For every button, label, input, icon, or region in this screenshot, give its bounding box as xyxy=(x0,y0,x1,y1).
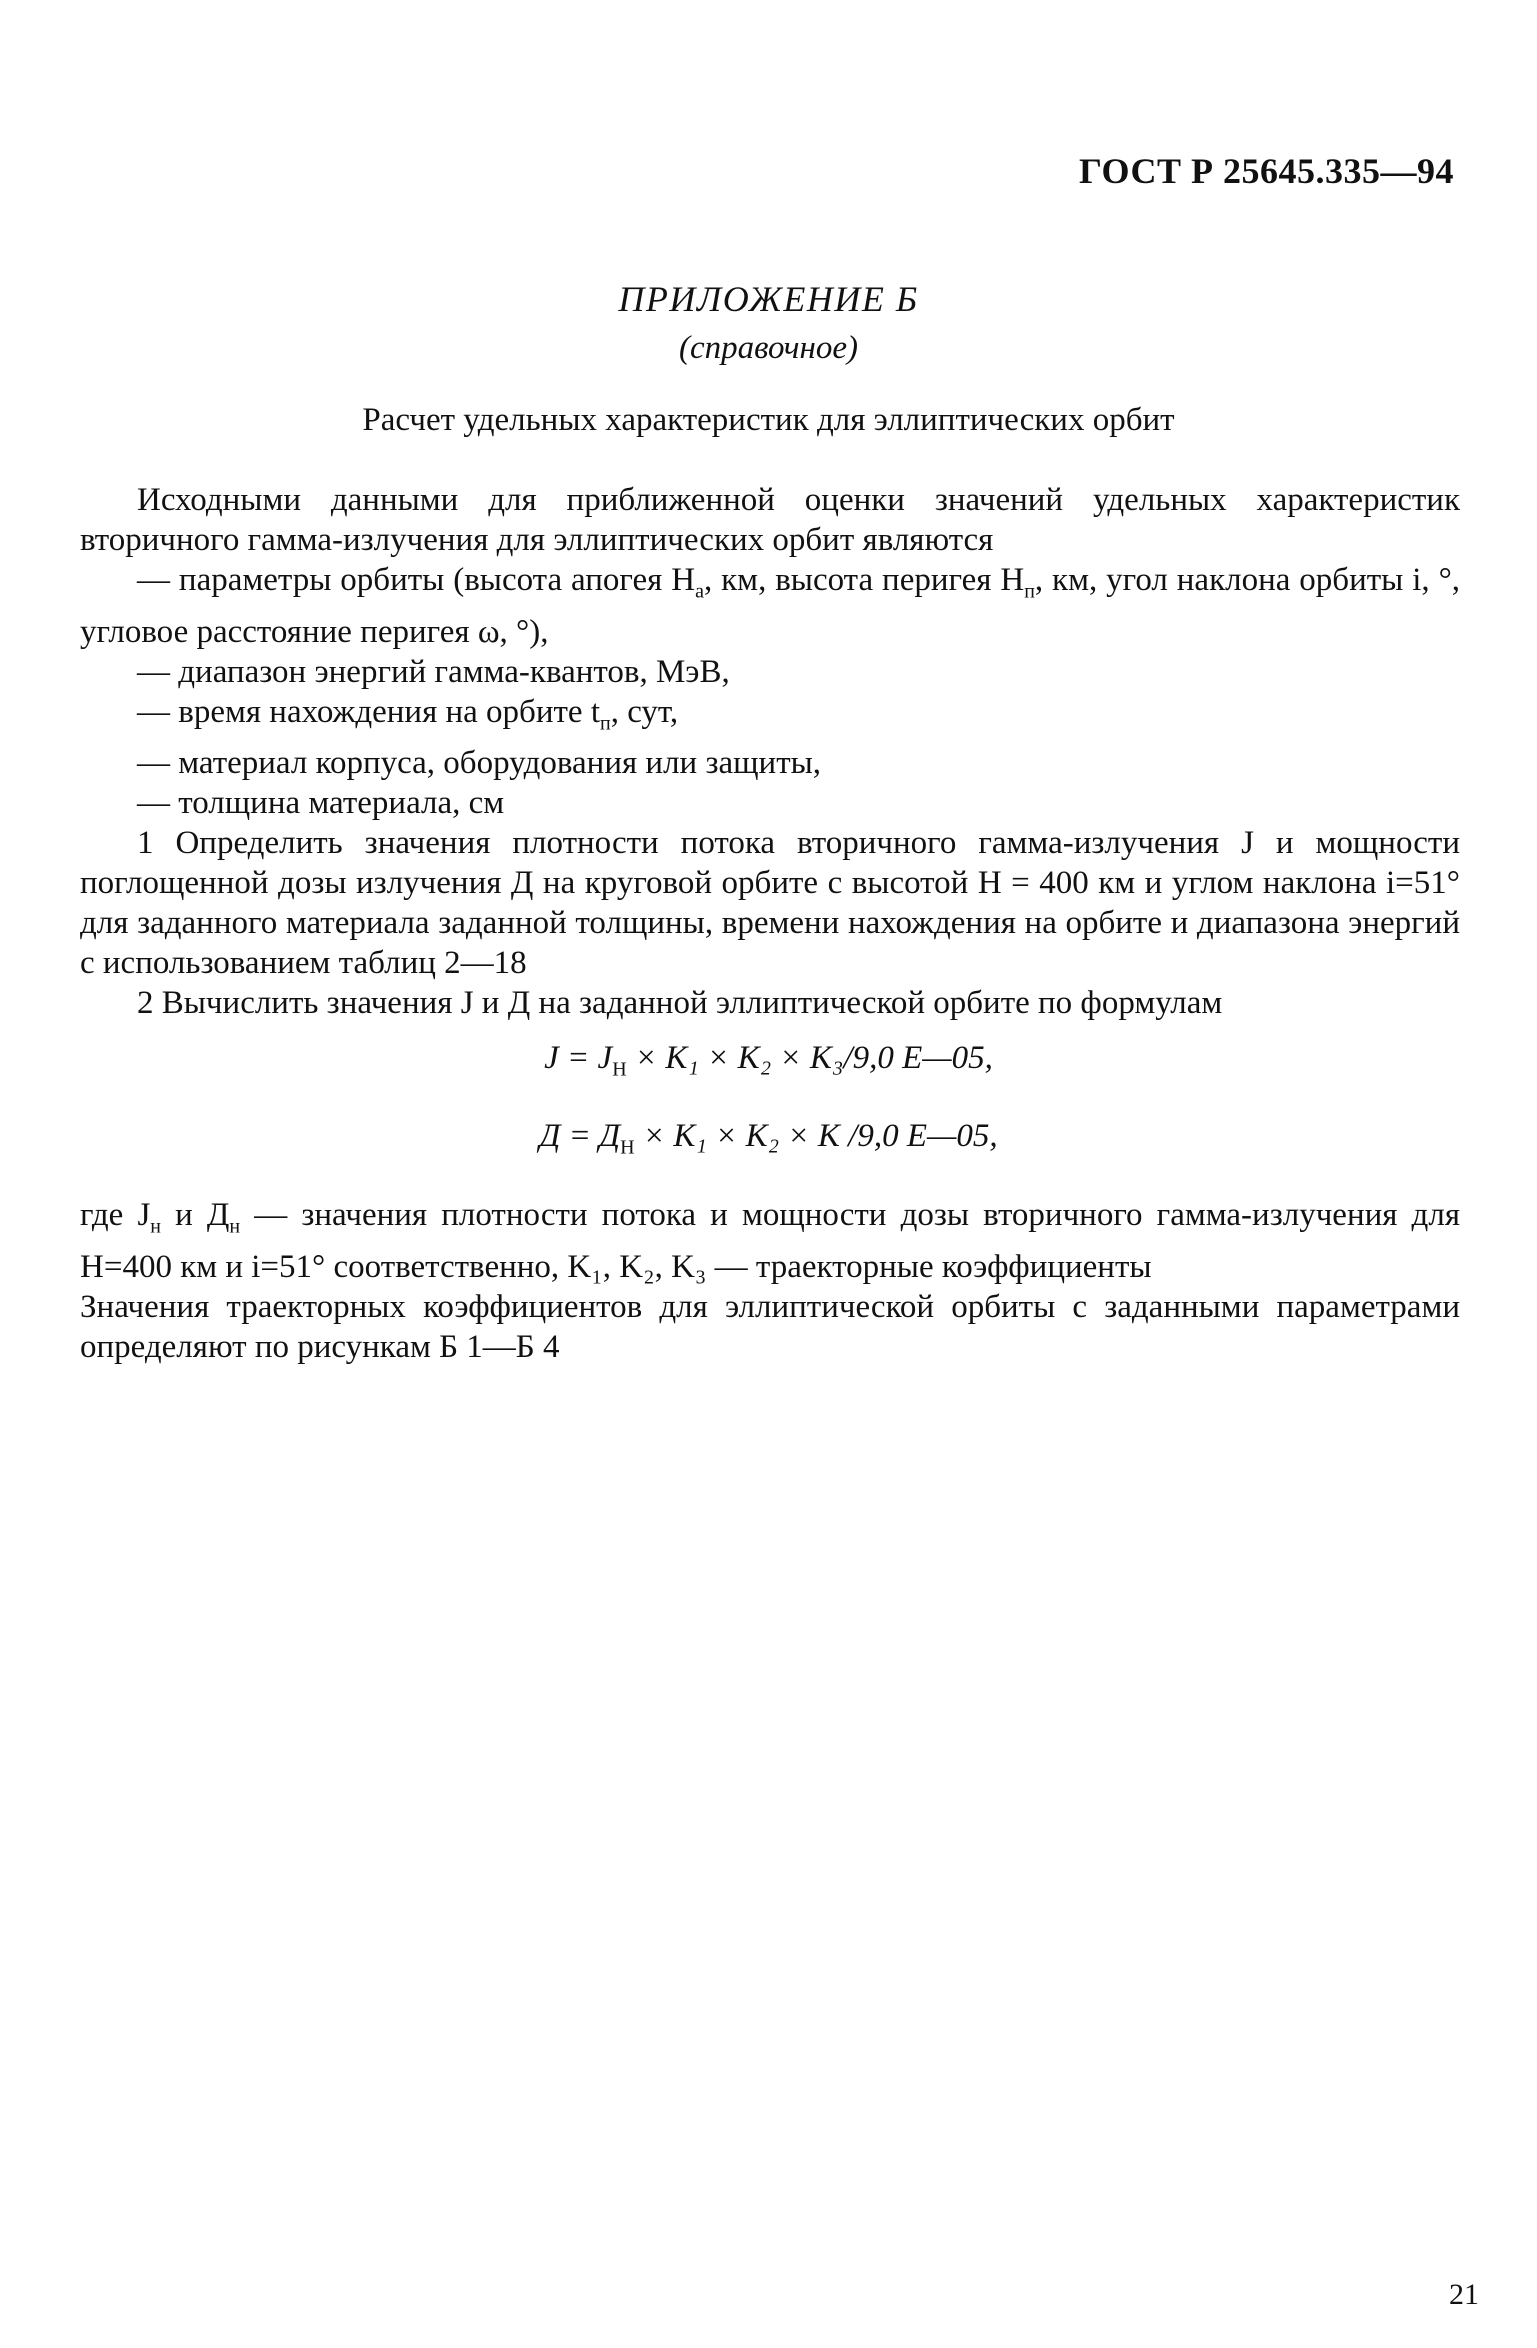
formula-flux-subscript: Н xyxy=(612,1058,627,1081)
where-text-b: и Д xyxy=(161,1197,230,1233)
where-text-c: — значения плотности потока и мощности дозы вторичного гамма-излучения для H=400 км и i=51° соответственно, K₁, K₂, K₃ — траекторные коэффициенты xyxy=(80,1197,1460,1285)
formula-dose-lhs: Д = Д xyxy=(539,1118,621,1154)
appendix-subtitle: (справочное) xyxy=(679,330,858,366)
appendix-title: ПРИЛОЖЕНИЕ Б xyxy=(618,279,919,319)
item1-text: — параметры орбиты (высота апогея H xyxy=(137,562,696,598)
formula-dose-rhs: × K₁ × K₂ × K /9,0 E—05, xyxy=(634,1118,998,1154)
where-subscript-2: н xyxy=(229,1215,241,1238)
section-heading: Расчет удельных характеристик для эллиптических орбит xyxy=(362,402,1175,438)
formula-dose xyxy=(0,1118,1537,1160)
formula-dose-subscript: Н xyxy=(620,1136,635,1159)
list-item-time-on-orbit xyxy=(80,692,1460,744)
list-item-orbit-params xyxy=(80,560,1460,652)
item1-text-b: , км, высота перигея H xyxy=(704,562,1025,598)
page-number: 21 xyxy=(1449,2278,1479,2311)
list-item-energy-range: — диапазон энергий гамма-квантов, МэВ, xyxy=(137,653,730,690)
item1-text-c: , км, угол наклона орбиты i, °, угловое расстояние перигея ω, °), xyxy=(80,562,1461,650)
item1-subscript-apogee: а xyxy=(695,580,704,603)
tail-text xyxy=(80,1195,1460,1367)
item3-subscript: п xyxy=(600,712,611,735)
where-subscript-1: н xyxy=(150,1215,161,1238)
formula-flux-lhs: J = J xyxy=(544,1040,613,1076)
where-text-a: где J xyxy=(80,1197,151,1233)
final-paragraph: Значения траекторных коэффициентов для эллиптической орбиты с заданными параметрами определяют по рисункам Б 1—Б 4 xyxy=(80,1288,1460,1365)
formula-flux-rhs: × K₁ × K₂ × K₃/9,0 E—05, xyxy=(626,1040,993,1076)
item1-subscript-perigee: п xyxy=(1024,580,1035,603)
step-2-paragraph: 2 Вычислить значения J и Д на заданной эллиптической орбите по формулам xyxy=(137,985,1223,1022)
body-text xyxy=(80,480,1460,1023)
list-item-material: — материал корпуса, оборудования или защиты, xyxy=(137,745,822,782)
step-1-paragraph: 1 Определить значения плотности потока вторичного гамма-излучения J и мощности поглощенной дозы излучения Д на круговой орбите с высотой H = 400 км и углом наклона i=51° для заданного материала заданной толщины, времени нахождения на орбите и диапазона энергий с использованием таблиц 2—18 xyxy=(80,825,1460,982)
item3-text-b: , сут, xyxy=(610,693,679,730)
where-paragraph xyxy=(80,1195,1460,1287)
formula-flux xyxy=(0,1040,1537,1082)
document-code: ГОСТ Р 25645.335—94 xyxy=(1079,151,1454,191)
list-item-thickness: — толщина материала, см xyxy=(137,785,505,822)
item3-text: — время нахождения на орбите t xyxy=(137,693,600,730)
intro-paragraph: Исходными данными для приближенной оценки значений удельных характеристик вторичного гамма-излучения для эллиптических орбит являются xyxy=(80,482,1460,558)
